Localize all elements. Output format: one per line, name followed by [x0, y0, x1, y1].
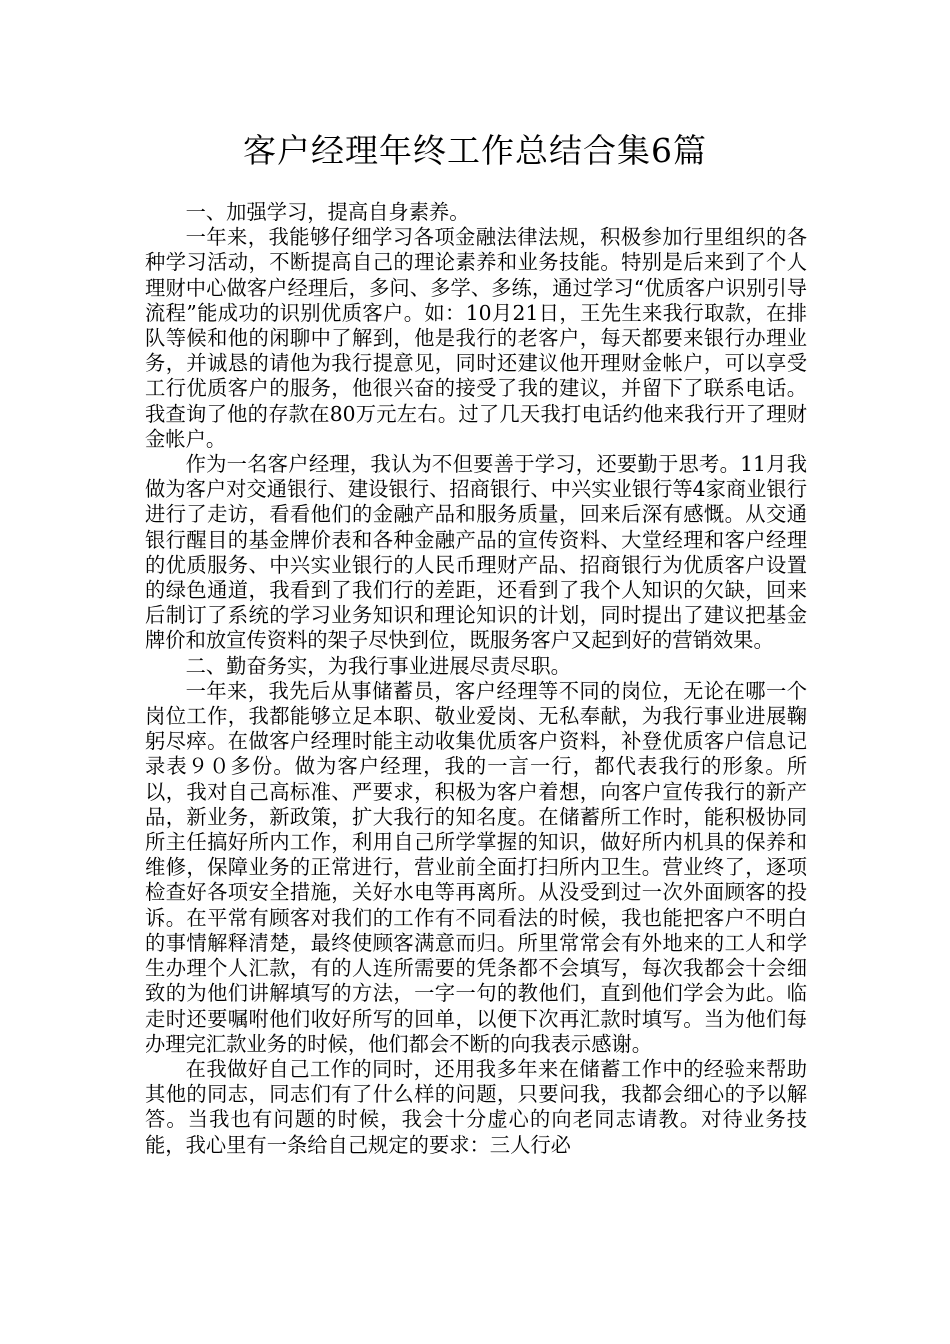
body-paragraph: 在我做好自己工作的同时，还用我多年来在储蓄工作中的经验来帮助其他的同志，同志们有了什么样的问题，只要问我，我都会细心的予以解答。当我也有问题的时候，我会十分虚心的向老同志请教。对待业务技能，我心里有一条给自己规定的要求：三人行必 [145, 1056, 807, 1157]
body-paragraph: 一年来，我能够仔细学习各项金融法律法规，积极参加行里组织的各种学习活动，不断提高自己的理论素养和业务技能。特别是后来到了个人理财中心做客户经理后，多问、多学、多练，通过学习“优质客户识别引导流程”能成功的识别优质客户。如：10月21日，王先生来我行取款，在排队等候和他的闲聊中了解到，他是我行的老客户，每天都要来银行办理业务，并诚恳的请他为我行提意见，同时还建议他开理财金帐户，可以享受工行优质客户的服务，他很兴奋的接受了我的建议，并留下了联系电话。我查询了他的存款在80万元左右。过了几天我打电话约他来我行开了理财金帐户。 [145, 225, 807, 451]
document-title: 客户经理年终工作总结合集6篇 [243, 131, 707, 170]
document-body [145, 200, 807, 1158]
section-heading: 一、加强学习，提高自身素养。 [185, 200, 470, 224]
body-paragraph: 一年来，我先后从事储蓄员，客户经理等不同的岗位，无论在哪一个岗位工作，我都能够立足本职、敬业爱岗、无私奉献，为我行事业进展鞠躬尽瘁。在做客户经理时能主动收集优质客户资料，补登优质客户信息记录表９０多份。做为客户经理，我的一言一行，都代表我行的形象。所以，我对自己高标准、严要求，积极为客户着想，向客户宣传我行的新产品，新业务，新政策，扩大我行的知名度。在储蓄所工作时，能积极协同所主任搞好所内工作，利用自己所学掌握的知识，做好所内机具的保养和维修，保障业务的正常进行，营业前全面打扫所内卫生。营业终了，逐项检查好各项安全措施，关好水电等再离所。从没受到过一次外面顾客的投诉。在平常有顾客对我们的工作有不同看法的时候，我也能把客户不明白的事情解释清楚，最终使顾客满意而归。所里常常会有外地来的工人和学生办理个人汇款，有的人连所需要的凭条都不会填写，每次我都会十会细致的为他们讲解填写的方法，一字一句的教他们，直到他们学会为此。临走时还要嘱咐他们收好所写的回单，以便下次再汇款时填写。当为他们每办理完汇款业务的时候，他们都会不断的向我表示感谢。 [145, 678, 807, 1056]
body-paragraph: 作为一名客户经理，我认为不但要善于学习，还要勤于思考。11月我做为客户对交通银行、建设银行、招商银行、中兴实业银行等4家商业银行进行了走访，看看他们的金融产品和服务质量，回来后深有感慨。从交通银行醒目的基金牌价表和各种金融产品的宣传资料、大堂经理和客户经理的优质服务、中兴实业银行的人民币理财产品、招商银行为优质客户设置的绿色通道，我看到了我们行的差距，还看到了我个人知识的欠缺，回来后制订了系统的学习业务知识和理论知识的计划，同时提出了建议把基金牌价和放宣传资料的架子尽快到位，既服务客户又起到好的营销效果。 [145, 452, 807, 653]
section-heading: 二、勤奋务实，为我行事业进展尽责尽职。 [185, 653, 571, 678]
